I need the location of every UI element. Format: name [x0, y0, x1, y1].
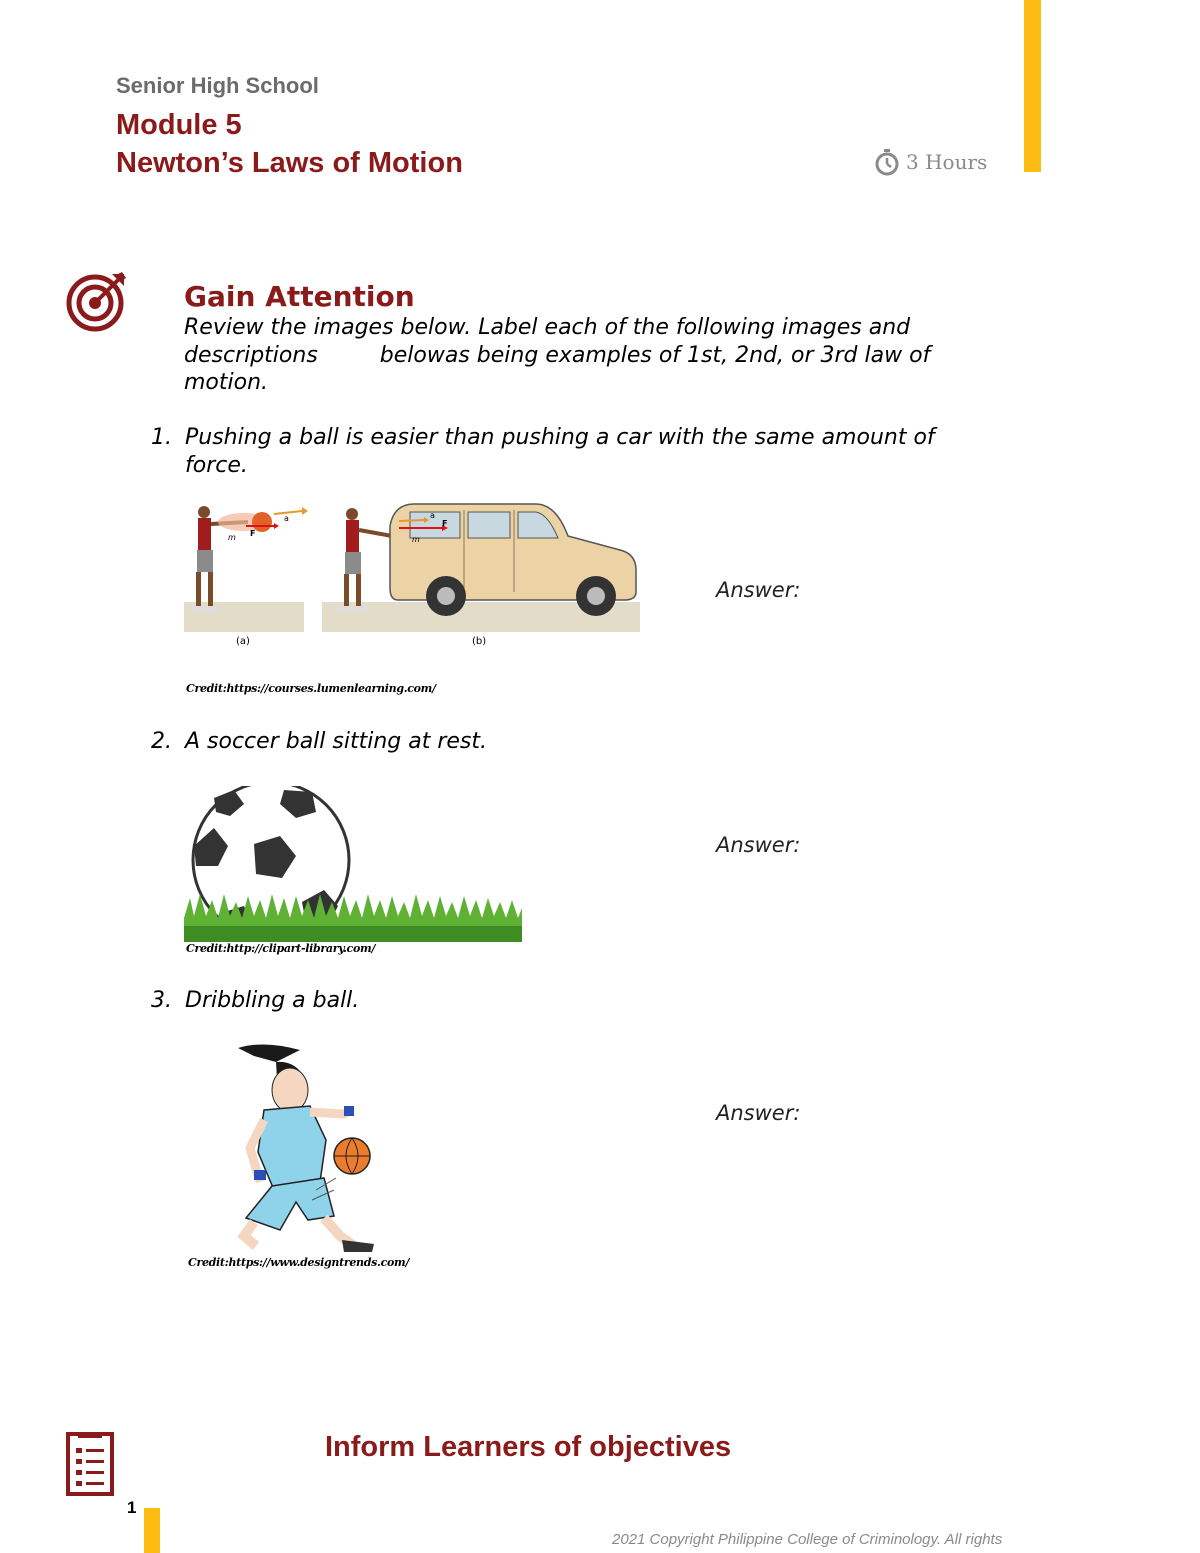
question-2	[0, 728, 1000, 756]
objectives-title: Inform Learners of objectives	[325, 1431, 732, 1463]
fig-label-f2: F	[442, 519, 448, 528]
stopwatch-icon	[874, 148, 900, 176]
answer-label-2: Answer:	[716, 833, 801, 857]
fig-label-a1: a	[284, 514, 289, 523]
question-text: A soccer ball sitting at rest.	[185, 729, 487, 754]
duration	[874, 148, 987, 176]
answer-label-1: Answer:	[716, 578, 801, 602]
gain-attention-instructions	[184, 314, 994, 397]
instructions-part-1: Review the images below. Label each of the following images and descriptions	[184, 315, 911, 368]
push-ball-vs-car-image	[184, 496, 640, 654]
gain-attention-title: Gain Attention	[184, 280, 415, 313]
checklist-icon	[66, 1432, 114, 1496]
image-credit-3: Credit:https://www.designtrends.com/	[188, 1256, 410, 1269]
soccer-ball-image	[184, 786, 524, 942]
duration-text: 3 Hours	[906, 150, 988, 174]
answer-label-3: Answer:	[716, 1101, 801, 1125]
instructions-part-2: belowas being examples of 1st, 2nd, or 3rd law of motion.	[184, 342, 931, 395]
top-accent-bar	[1024, 0, 1041, 172]
module-number: Module 5	[116, 109, 242, 141]
bottom-accent-bar	[144, 1508, 160, 1553]
question-text: Dribbling a ball.	[185, 988, 360, 1013]
question-number: 1.	[151, 425, 172, 450]
fig-label-f1: F	[250, 529, 256, 538]
target-icon	[66, 270, 128, 332]
module-title: Newton’s Laws of Motion	[116, 147, 463, 179]
fig-label-panel-a: (a)	[236, 636, 250, 647]
question-3	[0, 987, 1000, 1015]
image-credit-2: Credit:http://clipart-library.com/	[186, 942, 376, 955]
school-label: Senior High School	[116, 73, 319, 98]
fig-label-a2: a	[430, 511, 435, 520]
module-heading	[116, 106, 463, 182]
image-credit-1: Credit:https://courses.lumenlearning.com/	[186, 682, 436, 695]
question-text: Pushing a ball is easier than pushing a car with the same amount of force.	[185, 425, 935, 478]
question-number: 2.	[151, 729, 172, 754]
page-number: 1	[127, 1498, 137, 1517]
fig-label-m1: m	[228, 533, 236, 542]
question-1	[0, 424, 1000, 479]
copyright-notice: 2021 Copyright Philippine College of Criminology. All rights	[612, 1531, 1003, 1548]
fig-label-panel-b: (b)	[472, 636, 487, 647]
question-number: 3.	[151, 988, 172, 1013]
fig-label-m2: m	[412, 535, 420, 544]
dribbling-player-image	[184, 1040, 428, 1254]
